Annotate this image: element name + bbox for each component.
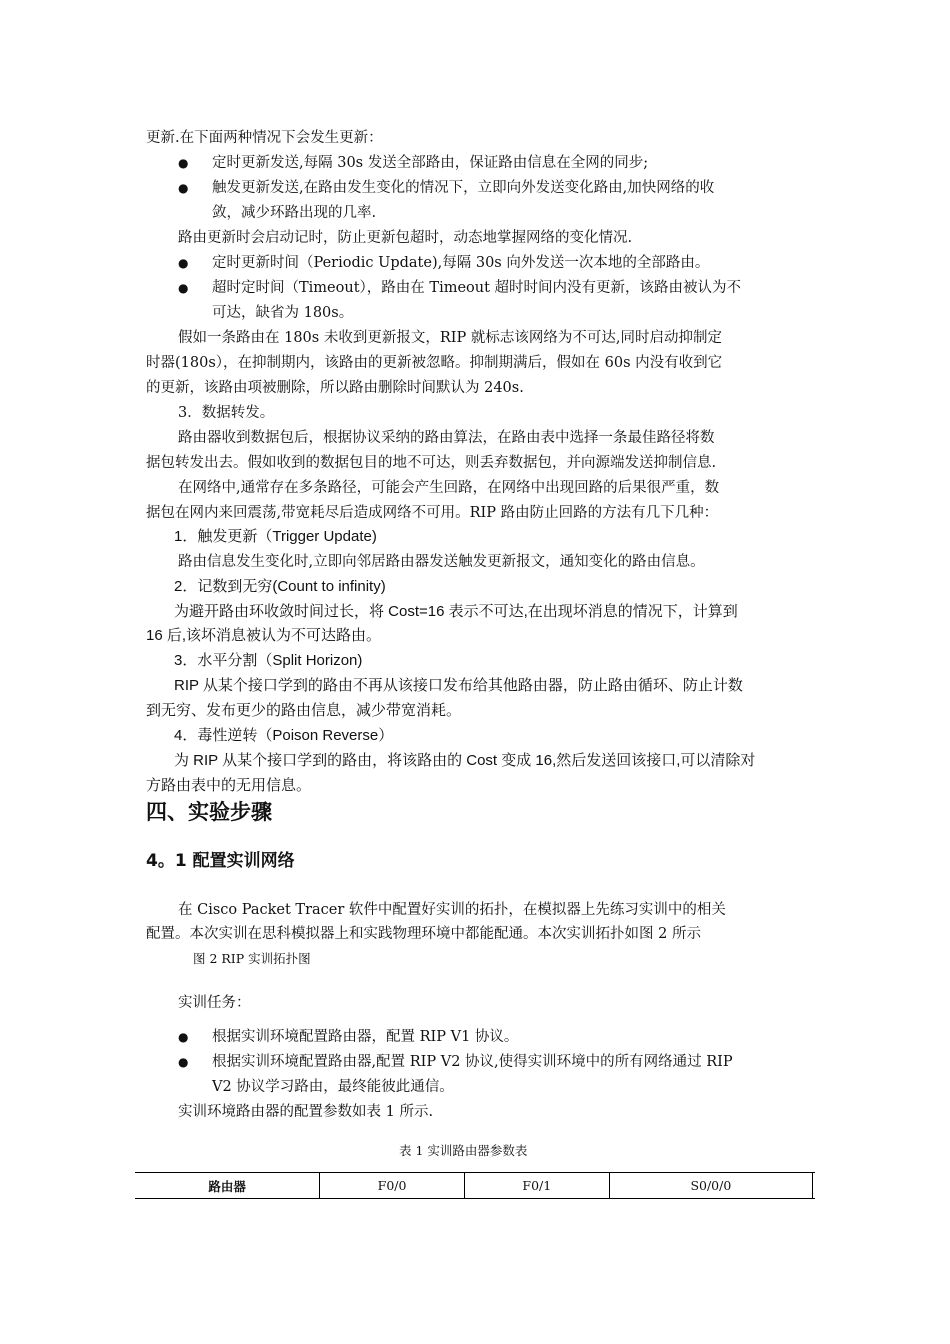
task-item-cont: V2 协议学习路由，最终能彼此通信。 [212,1079,454,1095]
paragraph-timer: 路由更新时会启动记时，防止更新包超时，动态地掌握网络的变化情况. [178,230,633,246]
subsection-heading: 4。1 配置实训网络 [146,851,295,871]
task-item: 根据实训环境配置路由器,配置 RIP V2 协议,使得实训环境中的所有网络通过 RIP [212,1054,733,1070]
method-3-text: 到无穷、发布更少的路由信息，减少带宽消耗。 [146,702,462,719]
paragraph-loops: 在网络中,通常存在多条路径，可能会产生回路，在网络中出现回路的后果很严重，数 [178,480,720,496]
method-3-title: 3．水平分割（Split Horizon) [174,652,363,669]
paragraph-forward: 据包转发出去。假如收到的数据包目的地不可达，则丢弃数据包，并向源端发送抑制信息. [146,455,717,471]
method-4-text: 为 RIP 从某个接口学到的路由，将该路由的 Cost 变成 16,然后发送回该接口,可以清除对 [174,752,756,769]
paragraph-holddown: 假如一条路由在 180s 未收到更新报文，RIP 就标志该网络为不可达,同时启动抑制定 [178,330,722,346]
method-2-title: 2．记数到无穷(Count to infinity) [174,578,386,595]
bullet-icon: ● [178,156,189,170]
bullet-item: 定时更新发送,每隔 30s 发送全部路由，保证路由信息在全网的同步; [212,155,649,171]
paragraph-config: 在 Cisco Packet Tracer 软件中配置好实训的拓扑，在模拟器上先练习实训中的相关 [178,902,726,918]
paragraph-intro: 更新.在下面两种情况下会发生更新： [146,130,383,146]
bullet-icon: ● [178,256,189,270]
paragraph-forward: 路由器收到数据包后，根据协议采纳的路由算法，在路由表中选择一条最佳路径将数 [178,430,715,446]
paragraph-params: 实训环境路由器的配置参数如表 1 所示. [178,1104,434,1120]
bullet-item: 超时定时间（Timeout），路由在 Timeout 超时时间内没有更新，该路由被认为不 [212,280,742,296]
method-1-title: 1．触发更新（Trigger Update) [174,528,377,545]
table-header-cell: F0/1 [464,1173,609,1199]
bullet-item: 触发更新发送,在路由发生变化的情况下，立即向外发送变化路由,加快网络的收 [212,180,715,196]
table-header-cell: S0/0/0 [609,1173,812,1199]
router-params-table [135,1172,815,1199]
method-3-text: RIP 从某个接口学到的路由不再从该接口发布给其他路由器，防止路由循环、防止计数 [174,677,743,694]
bullet-icon: ● [178,181,189,195]
task-item: 根据实训环境配置路由器，配置 RIP V1 协议。 [212,1029,519,1045]
table-header-cell: F0/0 [320,1173,465,1199]
bullet-icon: ● [178,281,189,295]
table-header-cell: 路由器 [208,1178,246,1194]
task-title: 实训任务： [178,995,251,1011]
paragraph-holddown: 时器(180s），在抑制期内，该路由的更新被忽略。抑制期满后，假如在 60s 内没有收到它 [146,355,723,371]
paragraph-holddown: 的更新，该路由项被删除，所以路由删除时间默认为 240s. [146,380,524,396]
bullet-item: 定时更新时间（Periodic Update),每隔 30s 向外发送一次本地的全部路由。 [212,255,710,271]
paragraph-config: 配置。本次实训在思科模拟器上和实践物理环境中都能配通。本次实训拓扑如图 2 所示 [146,926,701,942]
section-heading: 四、实验步骤 [146,800,272,824]
table-header-row [135,1173,815,1199]
bullet-icon: ● [178,1030,189,1044]
bullet-item-cont: 敛，减少环路出现的几率. [212,205,377,221]
paragraph-loops: 据包在网内来回震荡,带宽耗尽后造成网络不可用。RIP 路由防止回路的方法有几下几种： [146,505,719,521]
bullet-icon: ● [178,1055,189,1069]
figure-caption: 图 2 RIP 实训拓扑图 [193,951,311,966]
table-header-cell [813,1173,815,1199]
method-2-text: 为避开路由环收敛时间过长，将 Cost=16 表示不可达,在出现坏消息的情况下，计算到 [174,603,738,620]
method-4-title: 4．毒性逆转（Poison Reverse） [174,727,394,744]
method-4-text: 方路由表中的无用信息。 [146,777,312,794]
table-caption: 表 1 实训路由器参数表 [399,1143,528,1158]
bullet-item-cont: 可达，缺省为 180s。 [212,305,354,321]
section-item-3: 3．数据转发。 [178,405,275,421]
method-2-text: 16 后,该坏消息被认为不可达路由。 [146,627,382,644]
method-1-text: 路由信息发生变化时,立即向邻居路由器发送触发更新报文，通知变化的路由信息。 [178,554,705,570]
